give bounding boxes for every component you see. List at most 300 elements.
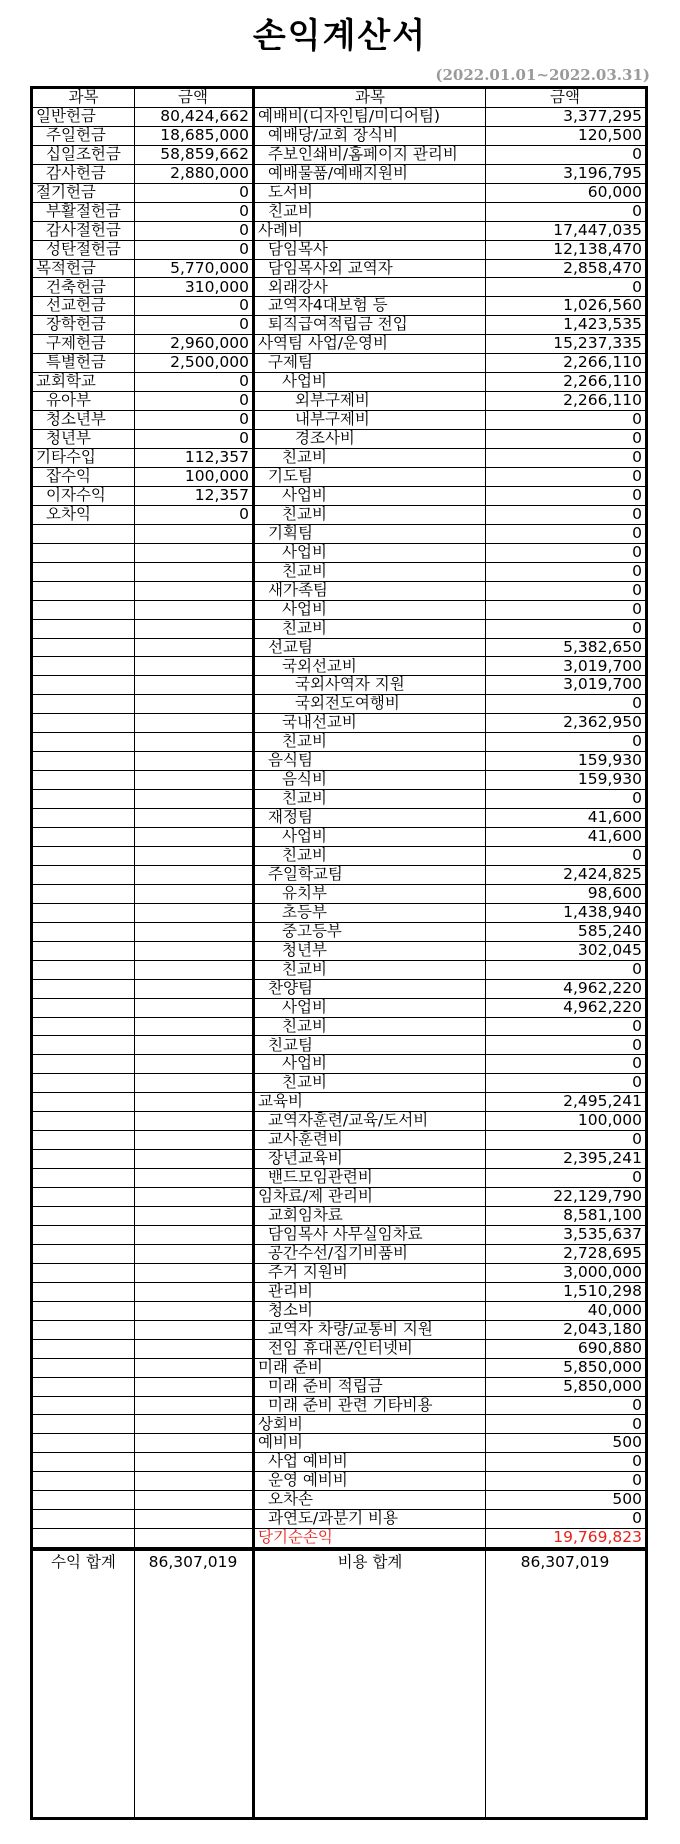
table-row xyxy=(255,714,645,733)
empty-row xyxy=(33,1340,252,1359)
table-row xyxy=(255,1169,645,1188)
table-row xyxy=(255,658,645,677)
table-row xyxy=(255,942,645,961)
account-amount: 0 xyxy=(239,182,249,201)
account-amount: 0 xyxy=(239,201,249,220)
table-row xyxy=(255,279,645,298)
account-amount: 0 xyxy=(632,618,642,637)
account-name: 청년부 xyxy=(282,941,327,959)
table-row xyxy=(255,1131,645,1150)
report-period: (2022.01.01~2022.03.31) xyxy=(435,66,650,84)
account-name: 외래강사 xyxy=(268,278,328,296)
table-row xyxy=(255,866,645,885)
table-row xyxy=(33,241,252,260)
table-row xyxy=(255,411,645,430)
account-name: 초등부 xyxy=(282,903,327,921)
empty-row xyxy=(33,790,252,809)
table-row xyxy=(255,184,645,203)
account-amount: 0 xyxy=(632,1130,642,1149)
account-amount: 0 xyxy=(239,315,249,334)
account-name: 친교비 xyxy=(282,619,327,637)
account-amount: 0 xyxy=(632,542,642,561)
account-name: 유치부 xyxy=(282,884,327,902)
empty-row xyxy=(33,1037,252,1056)
table-row xyxy=(255,1321,645,1340)
empty-row xyxy=(33,676,252,695)
account-name: 친교비 xyxy=(282,960,327,978)
account-name: 국외선교비 xyxy=(282,657,357,675)
account-amount: 159,930 xyxy=(577,751,642,770)
table-row xyxy=(255,1264,645,1283)
account-name: 사업비 xyxy=(282,543,327,561)
table-row xyxy=(255,430,645,449)
table-row xyxy=(255,506,645,525)
account-amount: 100,000 xyxy=(184,467,249,485)
account-name: 부활절헌금 xyxy=(46,202,121,220)
table-row xyxy=(255,639,645,658)
table-row xyxy=(255,1245,645,1264)
account-name: 미래 준비 xyxy=(258,1358,323,1376)
account-amount: 0 xyxy=(239,429,249,448)
account-amount: 0 xyxy=(632,846,642,864)
income-statement-table xyxy=(30,86,648,1820)
table-row xyxy=(255,544,645,563)
table-row xyxy=(255,1340,645,1359)
account-name: 내부구제비 xyxy=(295,411,370,429)
account-name: 친교팀 xyxy=(268,1036,313,1054)
table-row xyxy=(33,468,252,487)
account-name: 잡수익 xyxy=(46,468,91,485)
account-amount: 0 xyxy=(632,448,642,467)
account-name: 당기순손익 xyxy=(258,1529,333,1547)
account-amount: 12,138,470 xyxy=(553,239,642,258)
table-row xyxy=(255,904,645,923)
account-amount: 15,237,335 xyxy=(553,334,642,353)
account-amount: 310,000 xyxy=(184,277,249,296)
account-amount: 0 xyxy=(239,239,249,258)
table-row xyxy=(255,335,645,354)
account-amount: 4,962,220 xyxy=(563,978,642,997)
account-amount: 0 xyxy=(239,504,249,523)
account-name: 주일헌금 xyxy=(46,126,106,144)
account-name: 기도팀 xyxy=(268,468,313,485)
empty-row xyxy=(33,1416,252,1435)
account-name: 국내선교비 xyxy=(282,714,357,732)
table-row xyxy=(33,449,252,468)
table-row xyxy=(255,999,645,1018)
account-name: 목적헌금 xyxy=(36,259,96,277)
table-row xyxy=(255,108,645,127)
table-row xyxy=(255,923,645,942)
account-name: 재정팀 xyxy=(268,809,313,827)
empty-row xyxy=(33,620,252,639)
empty-row xyxy=(33,847,252,866)
table-row xyxy=(255,525,645,544)
account-name: 선교헌금 xyxy=(46,297,106,315)
account-name: 유아부 xyxy=(46,392,91,410)
account-amount: 5,382,650 xyxy=(563,637,642,656)
table-row xyxy=(255,1302,645,1321)
account-name: 전임 휴대폰/인터넷비 xyxy=(268,1339,413,1357)
account-amount: 0 xyxy=(632,732,642,751)
account-amount: 2,266,110 xyxy=(563,391,642,410)
empty-row xyxy=(33,1074,252,1093)
account-amount: 3,000,000 xyxy=(563,1262,642,1281)
table-row xyxy=(255,676,645,695)
account-amount: 2,500,000 xyxy=(170,353,249,372)
empty-row xyxy=(33,1150,252,1169)
account-amount: 2,424,825 xyxy=(563,864,642,883)
account-amount: 1,510,298 xyxy=(563,1281,642,1300)
table-row xyxy=(255,582,645,601)
account-amount: 3,535,637 xyxy=(563,1225,642,1243)
table-row xyxy=(255,620,645,639)
account-amount: 0 xyxy=(632,561,642,580)
empty-row xyxy=(33,809,252,828)
account-amount: 2,728,695 xyxy=(563,1243,642,1262)
account-name: 밴드모임관련비 xyxy=(268,1169,373,1187)
account-name: 친교비 xyxy=(282,449,327,467)
account-amount: 0 xyxy=(632,1016,642,1035)
account-name: 친교비 xyxy=(282,562,327,580)
table-row xyxy=(33,165,252,184)
account-name: 이자수익 xyxy=(46,486,106,504)
table-row xyxy=(255,1283,645,1302)
empty-row xyxy=(33,1434,252,1453)
account-amount: 41,600 xyxy=(587,808,642,827)
account-amount: 3,019,700 xyxy=(563,656,642,675)
account-amount: 585,240 xyxy=(577,921,642,940)
table-row xyxy=(33,506,252,525)
table-row xyxy=(255,297,645,316)
table-row xyxy=(255,449,645,468)
account-name: 과연도/과분기 비용 xyxy=(268,1510,398,1528)
table-row xyxy=(255,1226,645,1245)
account-amount: 500 xyxy=(612,1490,642,1509)
empty-row xyxy=(33,714,252,733)
account-name: 청년부 xyxy=(46,430,91,448)
account-name: 친교비 xyxy=(268,202,313,220)
account-amount: 0 xyxy=(632,1073,642,1092)
empty-row xyxy=(33,1245,252,1264)
account-name: 상회비 xyxy=(258,1415,303,1433)
account-name: 청소비 xyxy=(268,1301,313,1319)
table-row xyxy=(255,1434,645,1453)
expense-total-label: 비용 합계 xyxy=(337,1553,403,1572)
empty-row xyxy=(33,866,252,885)
account-name: 사업 예비비 xyxy=(268,1453,348,1471)
account-name: 교역자훈련/교육/도서비 xyxy=(268,1112,429,1130)
account-name: 담임목사 xyxy=(268,240,328,258)
account-name: 외부구제비 xyxy=(295,392,370,410)
empty-row xyxy=(33,1378,252,1397)
header-amount: 금액 xyxy=(550,88,580,106)
empty-row xyxy=(33,980,252,999)
empty-row xyxy=(33,1264,252,1283)
account-name: 장학헌금 xyxy=(46,316,106,334)
account-amount: 0 xyxy=(632,1414,642,1433)
table-row xyxy=(255,1188,645,1207)
table-row xyxy=(255,847,645,866)
empty-row xyxy=(33,1321,252,1340)
table-row xyxy=(255,961,645,980)
account-name: 사업비 xyxy=(282,373,327,391)
account-amount: 2,266,110 xyxy=(563,372,642,391)
expense-section xyxy=(255,89,645,1817)
account-amount: 1,423,535 xyxy=(563,315,642,334)
account-amount: 0 xyxy=(632,144,642,163)
account-amount: 690,880 xyxy=(577,1338,642,1357)
account-name: 건축헌금 xyxy=(46,278,106,296)
table-row xyxy=(255,828,645,847)
table-row xyxy=(255,1472,645,1491)
table-row xyxy=(255,733,645,752)
account-name: 미래 준비 관련 기타비용 xyxy=(268,1396,433,1414)
account-amount: 0 xyxy=(632,580,642,599)
table-row xyxy=(255,222,645,241)
table-row xyxy=(255,1416,645,1435)
account-amount: 2,880,000 xyxy=(170,163,249,182)
account-name: 친교비 xyxy=(282,505,327,523)
income-total-amount: 86,307,019 xyxy=(148,1553,238,1572)
account-amount: 0 xyxy=(632,1471,642,1490)
account-amount: 17,447,035 xyxy=(553,220,642,239)
account-name: 국외사역자 지원 xyxy=(295,676,405,694)
empty-row xyxy=(33,1055,252,1074)
account-amount: 0 xyxy=(239,296,249,315)
table-row xyxy=(255,468,645,487)
empty-row xyxy=(33,733,252,752)
account-name: 교사훈련비 xyxy=(268,1131,343,1149)
account-name: 음식팀 xyxy=(268,752,313,770)
empty-row xyxy=(33,582,252,601)
empty-row xyxy=(33,1093,252,1112)
account-name: 담임목사 사무실임차료 xyxy=(268,1226,423,1243)
account-amount: 40,000 xyxy=(587,1300,642,1319)
account-amount: 2,858,470 xyxy=(563,258,642,277)
table-row xyxy=(255,809,645,828)
table-row xyxy=(255,601,645,620)
account-name: 사업비 xyxy=(282,828,327,846)
account-amount: 8,581,100 xyxy=(563,1206,642,1225)
empty-row xyxy=(33,601,252,620)
table-row xyxy=(255,165,645,184)
account-amount: 120,500 xyxy=(577,125,642,144)
empty-row xyxy=(33,771,252,790)
table-row xyxy=(33,203,252,222)
account-name: 기획팀 xyxy=(268,524,313,542)
account-name: 도서비 xyxy=(268,183,313,201)
account-name: 사례비 xyxy=(258,221,303,239)
account-amount: 0 xyxy=(632,1509,642,1528)
empty-row xyxy=(33,658,252,677)
account-amount: 302,045 xyxy=(577,940,642,959)
account-name: 절기헌금 xyxy=(36,183,96,201)
empty-row xyxy=(33,1359,252,1378)
account-amount: 0 xyxy=(632,467,642,485)
empty-row xyxy=(33,1453,252,1472)
account-amount: 1,438,940 xyxy=(563,902,642,921)
account-amount: 0 xyxy=(632,201,642,220)
account-name: 예배비(디자인팀/미디어팀) xyxy=(258,107,441,125)
account-amount: 2,266,110 xyxy=(563,353,642,372)
table-row xyxy=(255,392,645,411)
account-amount: 0 xyxy=(632,523,642,542)
account-name: 사업비 xyxy=(282,998,327,1016)
table-row xyxy=(33,260,252,279)
header-amount: 금액 xyxy=(178,88,208,106)
table-row xyxy=(33,222,252,241)
table-row xyxy=(255,1150,645,1169)
empty-row xyxy=(33,904,252,923)
table-header xyxy=(33,89,252,108)
account-amount: 112,357 xyxy=(184,448,249,467)
empty-row xyxy=(33,1510,252,1529)
account-amount: 5,850,000 xyxy=(563,1357,642,1376)
table-row xyxy=(255,1397,645,1416)
account-amount: 0 xyxy=(239,410,249,429)
account-name: 일반헌금 xyxy=(36,107,96,125)
account-amount: 0 xyxy=(632,1452,642,1471)
table-row xyxy=(255,146,645,165)
account-name: 주일학교팀 xyxy=(268,865,343,883)
account-amount: 5,770,000 xyxy=(170,258,249,277)
account-amount: 0 xyxy=(632,1035,642,1054)
account-name: 청소년부 xyxy=(46,411,106,429)
table-row xyxy=(255,790,645,809)
account-name: 구제헌금 xyxy=(46,335,106,353)
expense-total-amount: 86,307,019 xyxy=(520,1553,610,1572)
table-row xyxy=(33,487,252,506)
table-row xyxy=(33,297,252,316)
table-row xyxy=(255,1037,645,1056)
account-name: 특별헌금 xyxy=(46,354,106,372)
table-row xyxy=(33,184,252,203)
table-row xyxy=(255,885,645,904)
account-amount: 2,362,950 xyxy=(563,713,642,732)
account-name: 십일조헌금 xyxy=(46,145,121,163)
table-row xyxy=(255,563,645,582)
account-name: 장년교육비 xyxy=(268,1150,343,1168)
empty-row xyxy=(33,639,252,658)
income-section xyxy=(33,89,255,1817)
account-name: 사업비 xyxy=(282,600,327,618)
account-amount: 4,962,220 xyxy=(563,997,642,1016)
account-amount: 0 xyxy=(239,391,249,410)
account-amount: 0 xyxy=(632,429,642,448)
table-row xyxy=(33,108,252,127)
account-amount: 0 xyxy=(239,372,249,391)
account-name: 중고등부 xyxy=(282,922,342,940)
account-name: 교육비 xyxy=(258,1093,303,1111)
header-subject: 과목 xyxy=(68,89,99,106)
empty-row xyxy=(33,999,252,1018)
account-name: 예배물품/예배지원비 xyxy=(268,164,408,182)
income-total-row xyxy=(33,1548,252,1573)
table-row xyxy=(255,1359,645,1378)
account-name: 주보인쇄비/홈페이지 관리비 xyxy=(268,145,458,163)
account-name: 임차료/제 관리비 xyxy=(258,1188,373,1206)
account-name: 음식비 xyxy=(282,771,327,789)
empty-row xyxy=(33,752,252,771)
account-amount: 159,930 xyxy=(577,770,642,789)
table-row xyxy=(33,430,252,449)
empty-row xyxy=(33,1529,252,1548)
empty-row xyxy=(33,1283,252,1302)
account-amount: 0 xyxy=(632,1054,642,1073)
account-name: 교역자 차량/교통비 지원 xyxy=(268,1320,433,1338)
account-amount: 0 xyxy=(632,504,642,523)
account-amount: 0 xyxy=(632,694,642,713)
account-name: 운영 예비비 xyxy=(268,1472,348,1490)
empty-row xyxy=(33,563,252,582)
account-name: 교회임차료 xyxy=(268,1207,343,1225)
account-name: 감사헌금 xyxy=(46,164,106,182)
account-amount: 1,026,560 xyxy=(563,296,642,315)
table-row xyxy=(255,1074,645,1093)
account-amount: 0 xyxy=(632,599,642,618)
empty-row xyxy=(33,1397,252,1416)
empty-row xyxy=(33,544,252,563)
table-row xyxy=(33,335,252,354)
account-name: 주거 지원비 xyxy=(268,1263,348,1281)
income-total-label: 수익 합계 xyxy=(51,1553,116,1572)
table-row xyxy=(255,695,645,714)
account-name: 오차익 xyxy=(46,505,91,523)
account-amount: 3,196,795 xyxy=(563,163,642,182)
account-name: 새가족팀 xyxy=(268,581,328,599)
account-amount: 0 xyxy=(632,1168,642,1187)
table-row xyxy=(33,127,252,146)
empty-row xyxy=(33,1169,252,1188)
table-row xyxy=(255,203,645,222)
account-amount: 0 xyxy=(632,1395,642,1414)
account-amount: 5,850,000 xyxy=(563,1376,642,1395)
account-name: 관리비 xyxy=(268,1282,313,1300)
table-row xyxy=(255,1207,645,1226)
account-amount: 0 xyxy=(632,959,642,978)
account-name: 기타수입 xyxy=(36,449,96,467)
account-amount: 0 xyxy=(632,277,642,296)
table-row xyxy=(33,316,252,335)
account-amount: 2,960,000 xyxy=(170,334,249,353)
empty-row xyxy=(33,1472,252,1491)
empty-row xyxy=(33,885,252,904)
table-row xyxy=(255,127,645,146)
table-row xyxy=(255,771,645,790)
account-name: 교역자4대보험 등 xyxy=(268,297,388,315)
table-row xyxy=(255,980,645,999)
table-row xyxy=(255,1112,645,1131)
table-row xyxy=(33,373,252,392)
account-name: 공간수선/집기비품비 xyxy=(268,1244,408,1262)
expense-total-row xyxy=(255,1548,645,1573)
empty-row xyxy=(33,1491,252,1510)
table-row xyxy=(255,316,645,335)
table-row xyxy=(255,1018,645,1037)
account-name: 국외전도여행비 xyxy=(295,695,400,713)
account-amount: 3,377,295 xyxy=(563,106,642,125)
account-name: 친교비 xyxy=(282,1074,327,1092)
account-name: 친교비 xyxy=(282,1017,327,1035)
empty-row xyxy=(33,1112,252,1131)
empty-row xyxy=(33,1302,252,1321)
account-amount: 18,685,000 xyxy=(160,125,249,144)
table-row xyxy=(255,241,645,260)
account-name: 미래 준비 적립금 xyxy=(268,1377,383,1395)
account-name: 친교비 xyxy=(282,733,327,751)
account-amount: 19,769,823 xyxy=(553,1528,642,1547)
